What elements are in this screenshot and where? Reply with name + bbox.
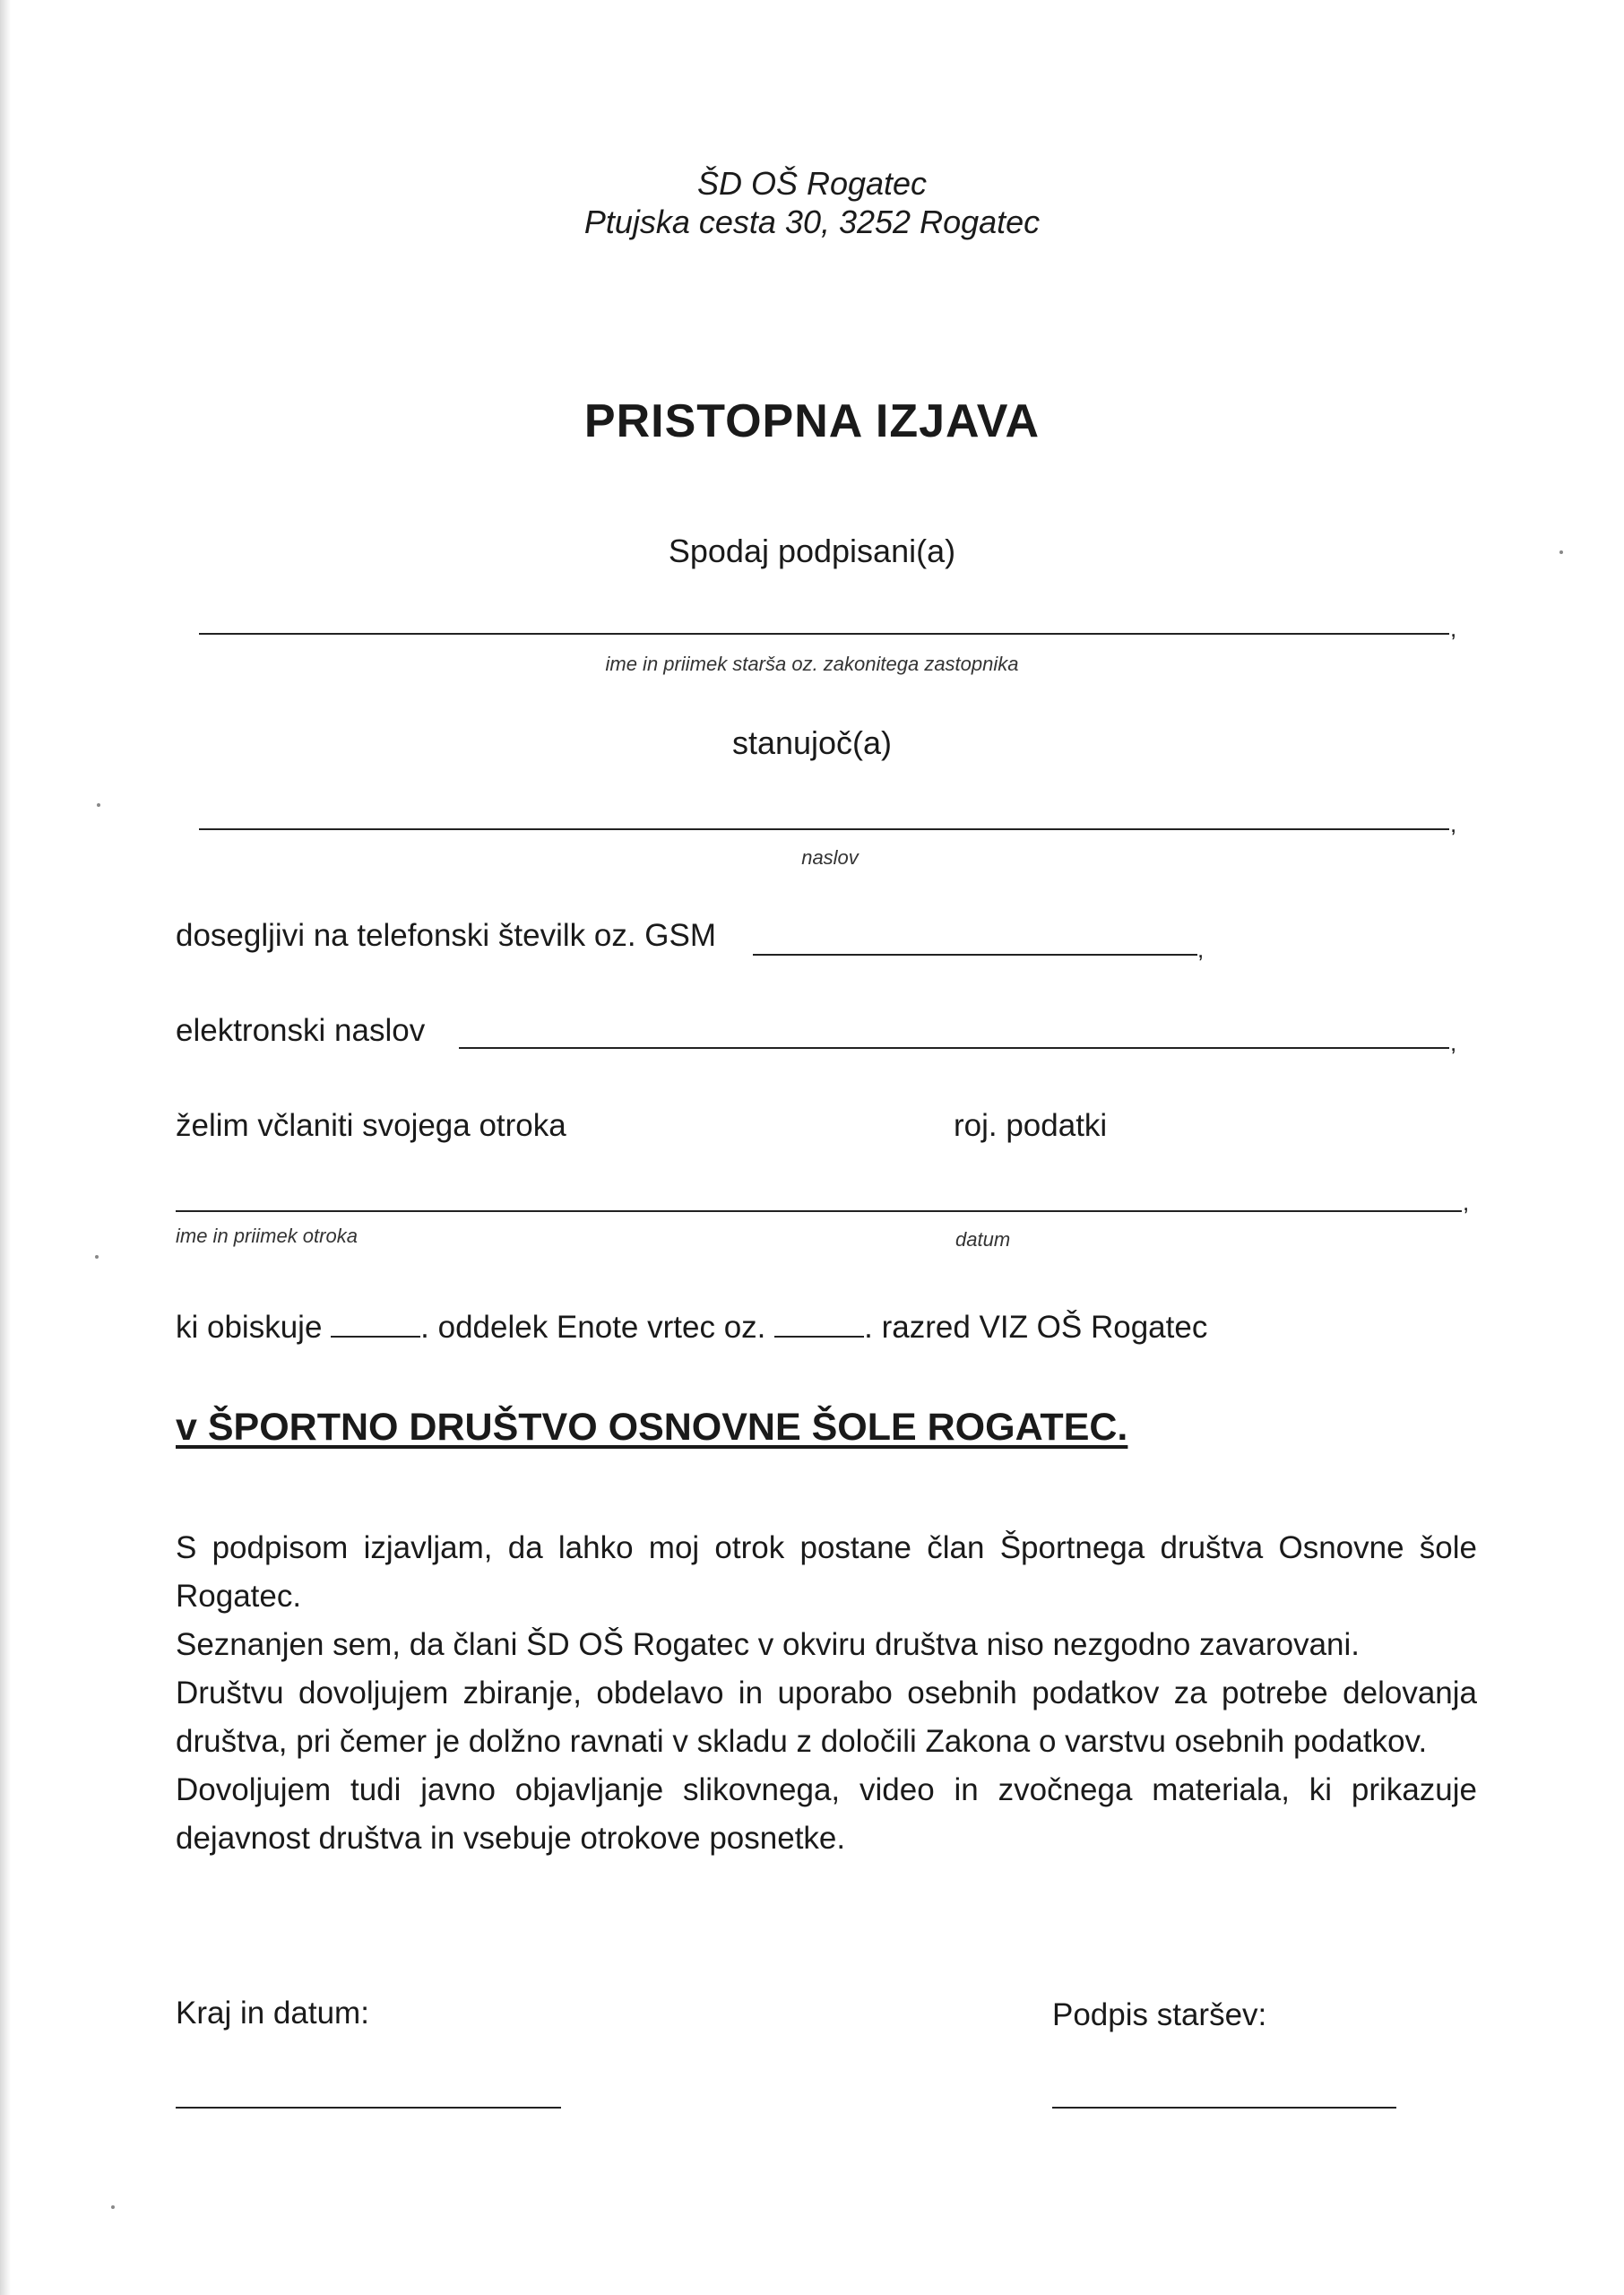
child-name-line[interactable] [176, 1210, 1462, 1212]
unit-blank[interactable] [331, 1309, 420, 1338]
attends-prefix: ki obiskuje [176, 1310, 323, 1345]
scan-speck [111, 2205, 115, 2209]
scan-speck [1559, 550, 1563, 554]
org-address: Ptujska cesta 30, 3252 Rogatec [583, 204, 1041, 240]
grade-blank[interactable] [774, 1309, 864, 1338]
date-caption: datum [955, 1228, 1011, 1251]
section-heading: v ŠPORTNO DRUŠTVO OSNOVNE ŠOLE ROGATEC. [176, 1406, 1128, 1449]
scan-speck [97, 803, 100, 807]
phone-label: dosegljivi na telefonski številk oz. GSM [176, 918, 717, 953]
intro-text: Spodaj podpisani(a) [668, 533, 956, 569]
enroll-label: želim včlaniti svojega otroka [176, 1108, 566, 1143]
parent-name-caption: ime in priimek starša oz. zakonitega zastopnika [605, 653, 1019, 675]
signature-line[interactable] [1052, 2107, 1396, 2109]
attends-middle: . oddelek Enote vrtec oz. [420, 1310, 766, 1345]
parent-name-line[interactable] [199, 633, 1449, 635]
signature-label: Podpis staršev: [1052, 1997, 1267, 2032]
paragraph-insurance: Seznanjen sem, da člani ŠD OŠ Rogatec v okviru društva niso nezgodno zavarovani. [176, 1627, 1360, 1662]
attends-suffix: . razred VIZ OŠ Rogatec [864, 1310, 1208, 1345]
address-comma: , [1450, 810, 1457, 837]
parent-name-comma: , [1450, 615, 1457, 642]
scan-speck [95, 1255, 99, 1259]
child-name-comma: , [1463, 1189, 1470, 1216]
page-title: PRISTOPNA IZJAVA [583, 395, 1041, 447]
paragraph-membership: S podpisom izjavljam, da lahko moj otrok postane član Športnega društva Osnovne šole Rogatec. [176, 1530, 1477, 1614]
page-edge [0, 0, 11, 2295]
birth-data-label: roj. podatki [954, 1108, 1108, 1143]
declaration-text [176, 1524, 1477, 1863]
email-comma: , [1450, 1029, 1457, 1056]
paragraph-media-consent: Dovoljujem tudi javno objavljanje slikovnega, video in zvočnega materiala, ki prikazuje dejavnost društva in vsebuje otrokove posnetke. [176, 1772, 1477, 1856]
child-name-caption: ime in priimek otroka [176, 1225, 358, 1247]
email-label: elektronski naslov [176, 1013, 426, 1048]
paragraph-data-consent: Društvu dovoljujem zbiranje, obdelavo in uporabo osebnih podatkov za potrebe delovanja društva, pri čemer je dolžno ravnati v skladu z določili Zakona o varstvu osebnih podatkov. [176, 1676, 1477, 1759]
email-line[interactable] [459, 1047, 1449, 1049]
address-line[interactable] [199, 828, 1449, 830]
org-name: ŠD OŠ Rogatec [696, 165, 928, 202]
address-caption: naslov [801, 846, 859, 869]
place-date-label: Kraj in datum: [176, 1996, 369, 2031]
residing-text: stanujoč(a) [731, 724, 893, 761]
attends-row [176, 1309, 1207, 1346]
place-date-line[interactable] [176, 2107, 561, 2109]
phone-line[interactable] [753, 954, 1197, 956]
phone-comma: , [1197, 936, 1205, 963]
